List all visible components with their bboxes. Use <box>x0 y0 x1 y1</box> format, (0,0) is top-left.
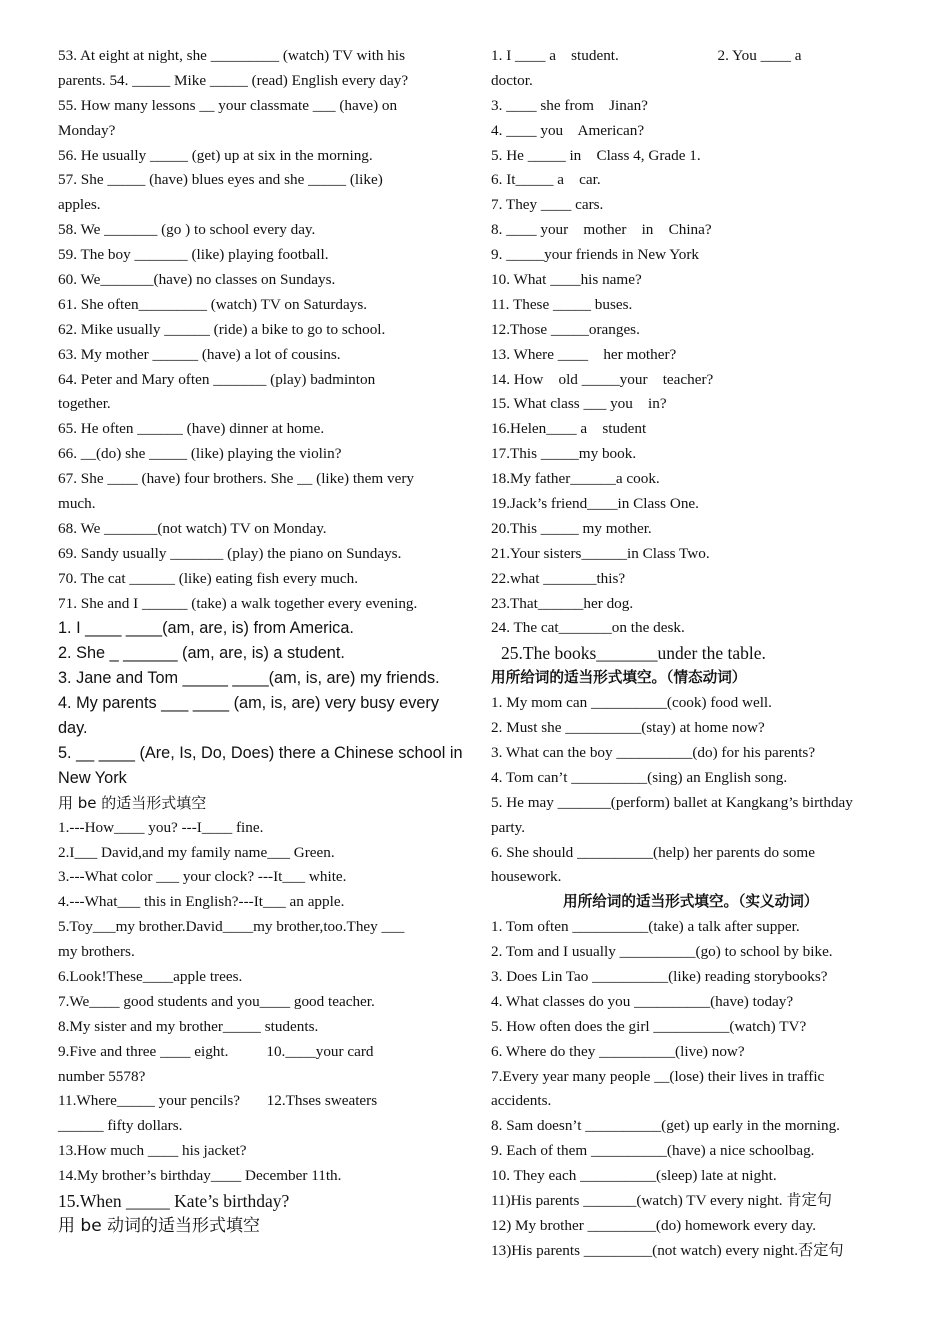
exercise-line: 5.Toy___my brother.David____my brother,too.They ___ <box>58 918 405 936</box>
exercise-line: 70. The cat ______ (like) eating fish every much. <box>58 569 359 587</box>
exercise-line: 7. They ____ cars. <box>491 196 604 214</box>
left-column <box>58 44 468 1239</box>
exercise-line: 61. She often_________ (watch) TV on Saturdays. <box>58 295 368 313</box>
exercise-line: 8. ____ your mother in China? <box>491 221 712 239</box>
exercise-line: 64. Peter and Mary often _______ (play) badminton <box>58 370 376 388</box>
exercise-line: much. <box>58 495 96 513</box>
exercise-line: Monday? <box>58 121 116 139</box>
exercise-line: 5. He may _______(perform) ballet at Kangkang’s birthday <box>491 793 853 811</box>
exercise-line: day. <box>58 719 88 738</box>
exercise-line: 20.This _____ my mother. <box>491 519 652 537</box>
exercise-line: ______ fifty dollars. <box>58 1117 183 1135</box>
exercise-line: 66. __(do) she _____ (like) playing the violin? <box>58 445 342 463</box>
exercise-line: 11.Where_____ your pencils? 12.Thses sweaters <box>58 1092 378 1110</box>
exercise-line: 1.---How____ you? ---I____ fine. <box>58 818 264 836</box>
exercise-line: 2. Must she __________(stay) at home now? <box>491 719 765 737</box>
exercise-line: 8.My sister and my brother_____ students. <box>58 1017 319 1035</box>
exercise-line: 6. She should __________(help) her parents do some <box>491 843 815 861</box>
exercise-line: 9.Five and three ____ eight. 10.____your card <box>58 1042 374 1060</box>
exercise-line: 19.Jack’s friend____in Class One. <box>491 495 699 513</box>
exercise-line: 21.Your sisters______in Class Two. <box>491 544 710 562</box>
exercise-line: number 5578? <box>58 1067 146 1085</box>
exercise-line: 53. At eight at night, she _________ (watch) TV with his <box>58 47 406 64</box>
exercise-line: 10. What ____his name? <box>491 271 642 289</box>
exercise-line: 2.I___ David,and my family name___ Green. <box>58 843 335 861</box>
section-heading-notional-verbs: 用所给词的适当形式填空。（实义动词） <box>563 893 819 911</box>
exercise-line: 18.My father______a cook. <box>491 470 660 488</box>
exercise-line: 4. My parents ___ ____ (am, is, are) very busy every <box>58 694 439 713</box>
exercise-line: 4. Tom can’t __________(sing) an English song. <box>491 768 788 786</box>
exercise-line: 15.When _____ Kate’s birthday? <box>58 1190 290 1211</box>
exercise-line: 8. Sam doesn’t __________(get) up early in the morning. <box>491 1117 840 1135</box>
exercise-line: 63. My mother ______ (have) a lot of cousins. <box>58 345 341 363</box>
exercise-line: 7.Every year many people __(lose) their lives in traffic <box>491 1067 825 1085</box>
exercise-line: 59. The boy _______ (like) playing football. <box>58 246 329 264</box>
exercise-line: 3. What can the boy __________(do) for his parents? <box>491 743 816 761</box>
exercise-line: 3. Does Lin Tao __________(like) reading storybooks? <box>491 967 828 985</box>
exercise-line: 65. He often ______ (have) dinner at home. <box>58 420 325 438</box>
exercise-line: 6. Where do they __________(live) now? <box>491 1042 745 1060</box>
exercise-line: 23.That______her dog. <box>491 594 634 612</box>
section-heading: 用 be 动词的适当形式填空 <box>58 1215 261 1236</box>
exercise-line: 13.How much ____ his jacket? <box>58 1142 247 1160</box>
exercise-line: 1. My mom can __________(cook) food well. <box>491 694 772 712</box>
exercise-line: 16.Helen____ a student <box>491 420 647 438</box>
exercise-line: 1. Tom often __________(take) a talk after supper. <box>491 918 800 936</box>
exercise-line: accidents. <box>491 1092 552 1110</box>
section-heading: 用 be 的适当形式填空 <box>58 793 207 812</box>
exercise-line: 10. They each __________(sleep) late at night. <box>491 1167 777 1185</box>
exercise-line: 2. She _ ______ (am, are, is) a student. <box>58 644 345 663</box>
exercise-line: 4. What classes do you __________(have) today? <box>491 992 794 1010</box>
exercise-line: 11. These _____ buses. <box>491 295 633 313</box>
exercise-line: 7.We____ good students and you____ good teacher. <box>58 992 375 1010</box>
exercise-line: 57. She _____ (have) blues eyes and she _____ (like) <box>58 171 383 189</box>
exercise-line: 69. Sandy usually _______ (play) the piano on Sundays. <box>58 544 402 562</box>
exercise-line: my brothers. <box>58 943 135 961</box>
exercise-line: 11)His parents _______(watch) TV every night. 肯定句 <box>491 1191 832 1209</box>
exercise-line: New York <box>58 768 127 787</box>
exercise-line: apples. <box>58 196 101 214</box>
exercise-line: 3. ____ she from Jinan? <box>491 96 648 114</box>
exercise-line: 9. _____your friends in New York <box>491 246 699 264</box>
exercise-line: 60. We_______(have) no classes on Sundays. <box>58 271 336 289</box>
exercise-line: 5. How often does the girl __________(watch) TV? <box>491 1017 807 1035</box>
exercise-line: 14. How old _____your teacher? <box>491 370 714 388</box>
exercise-line: 9. Each of them __________(have) a nice schoolbag. <box>491 1142 815 1160</box>
exercise-line: 1. I ____ ____(am, are, is) from America. <box>58 619 354 638</box>
exercise-line: 62. Mike usually ______ (ride) a bike to go to school. <box>58 320 386 338</box>
exercise-line: 13)His parents _________(not watch) every night.否定句 <box>491 1241 844 1259</box>
exercise-line: 5. He _____ in Class 4, Grade 1. <box>491 146 701 164</box>
exercise-line: parents. 54. _____ Mike _____ (read) English every day? <box>58 71 409 89</box>
exercise-line: 71. She and I ______ (take) a walk together every evening. <box>58 594 418 612</box>
exercise-line: 4.---What___ this in English?---It___ an apple. <box>58 893 345 911</box>
exercise-line: 68. We _______(not watch) TV on Monday. <box>58 519 327 537</box>
exercise-line: 24. The cat_______on the desk. <box>491 619 685 637</box>
exercise-line: 25.The books_______under the table. <box>501 643 766 664</box>
exercise-line: 1. I ____ a student. 2. You ____ a <box>491 47 802 64</box>
exercise-line: 3.---What color ___ your clock? ---It___ white. <box>58 868 347 886</box>
right-column <box>491 44 906 1264</box>
exercise-line: 12) My brother _________(do) homework every day. <box>491 1216 817 1234</box>
exercise-line: doctor. <box>491 71 533 89</box>
exercise-line: housework. <box>491 868 562 886</box>
exercise-line: 6.Look!These____apple trees. <box>58 967 243 985</box>
exercise-line: 67. She ____ (have) four brothers. She __ (like) them very <box>58 470 414 488</box>
exercise-line: 13. Where ____ her mother? <box>491 345 677 363</box>
exercise-line: together. <box>58 395 111 413</box>
exercise-line: 22.what _______this? <box>491 569 626 587</box>
exercise-line: 56. He usually _____ (get) up at six in the morning. <box>58 146 373 164</box>
exercise-line: 58. We _______ (go ) to school every day. <box>58 221 316 239</box>
exercise-line: 3. Jane and Tom _____ ____(am, is, are) my friends. <box>58 669 440 688</box>
exercise-line: 14.My brother’s birthday____ December 11th. <box>58 1167 342 1185</box>
exercise-line: 2. Tom and I usually __________(go) to school by bike. <box>491 943 833 961</box>
exercise-line: 15. What class ___ you in? <box>491 395 667 413</box>
exercise-line: 4. ____ you American? <box>491 121 645 139</box>
exercise-line: 5. __ ____ (Are, Is, Do, Does) there a Chinese school in <box>58 743 463 762</box>
exercise-line: 17.This _____my book. <box>491 445 637 463</box>
section-heading-modal-verbs: 用所给词的适当形式填空。（情态动词） <box>491 669 747 687</box>
exercise-line: 12.Those _____oranges. <box>491 320 640 338</box>
exercise-line: 55. How many lessons __ your classmate ___ (have) on <box>58 96 398 114</box>
exercise-line: party. <box>491 818 526 836</box>
exercise-line: 6. It_____ a car. <box>491 171 601 189</box>
